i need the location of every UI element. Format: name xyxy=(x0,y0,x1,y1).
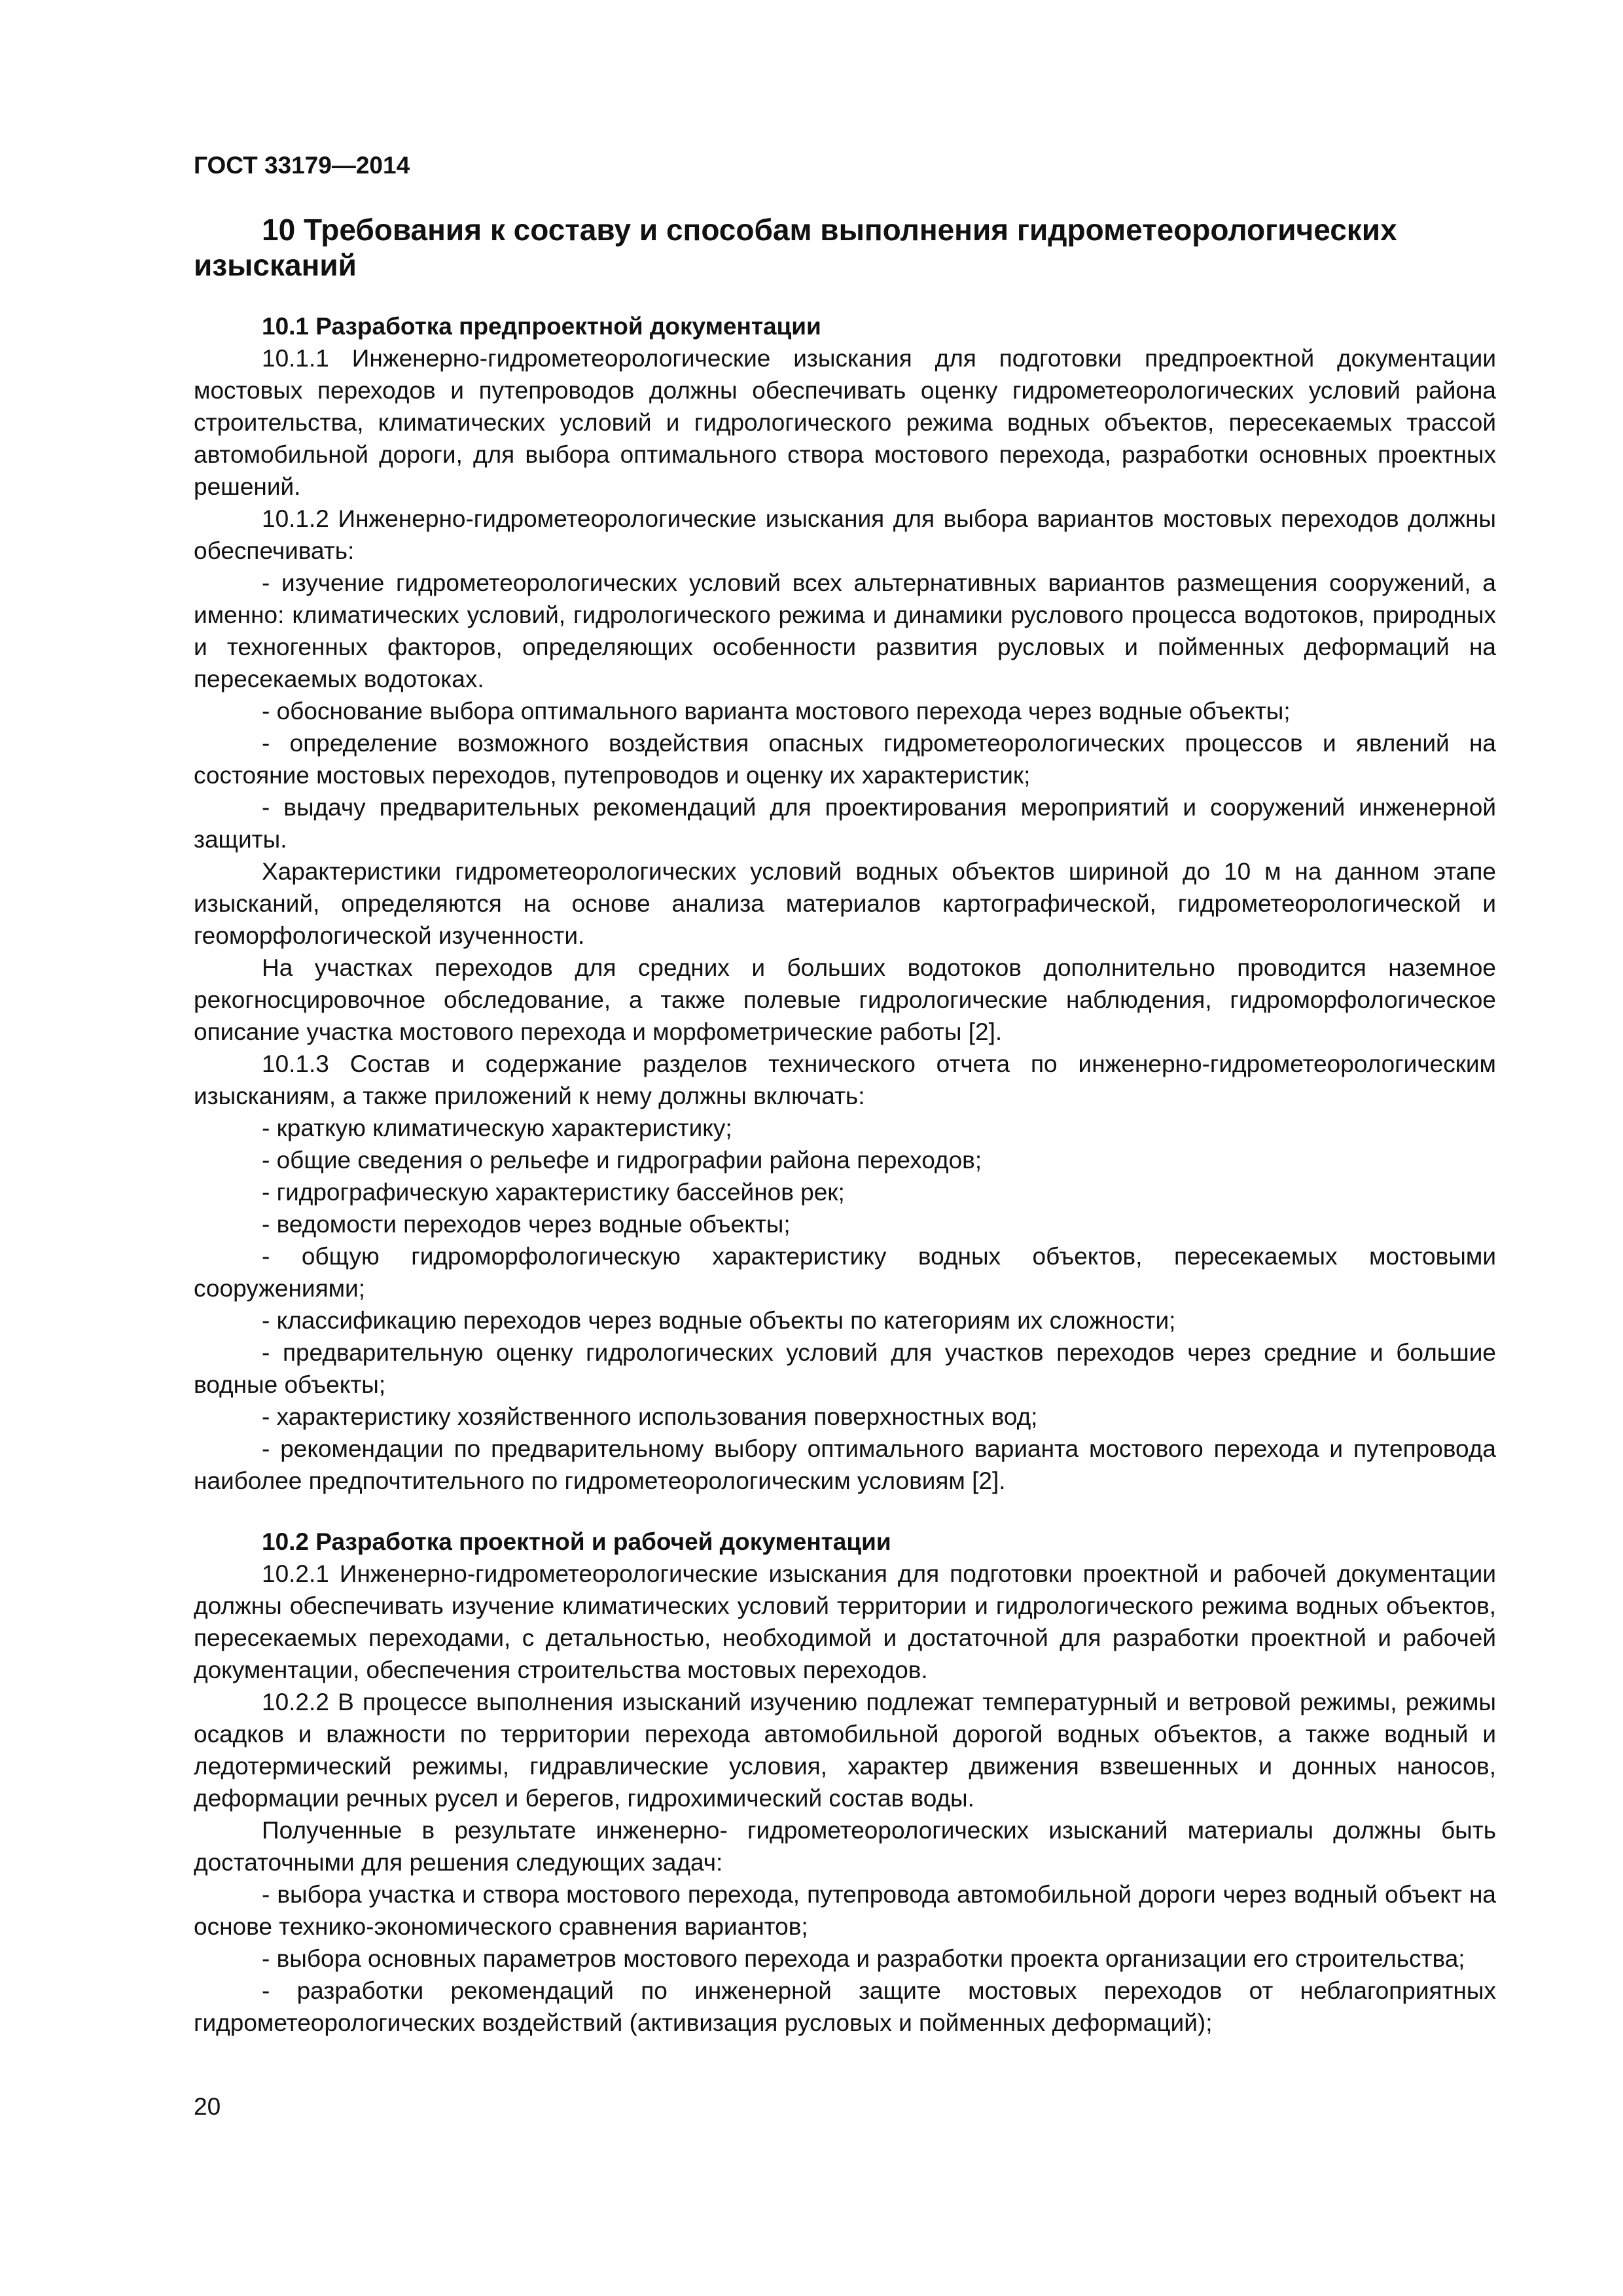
list-item: - краткую климатическую характеристику; xyxy=(262,1115,732,1141)
paragraph: 10.1.3 Состав и содержание разделов технического отчета по инженерно-гидрометеорологическим изысканиям, а также приложений к нему должны включать: xyxy=(194,1050,1496,1109)
subsection-title-10-2: 10.2 Разработка проектной и рабочей документации xyxy=(262,1528,891,1555)
list-item: - ведомости переходов через водные объекты; xyxy=(262,1211,791,1238)
list-item: - общую гидроморфологическую характеристику водных объектов, пересекаемых мостовыми сооружениями; xyxy=(194,1243,1496,1302)
list-item: - выбора участка и створа мостового перехода, путепровода автомобильной дороги через водный объект на основе технико-экономического сравнения вариантов; xyxy=(194,1881,1496,1940)
paragraph: 10.2.2 В процессе выполнения изысканий изучению подлежат температурный и ветровой режимы, режимы осадков и влажности по территории перехода автомобильной дорогой водных объектов, а также водный и ледотермический режимы, гидравлические условия, характер движения взвешенных и донных наносов, деформации речных русел и берегов, гидрохимический состав воды. xyxy=(194,1689,1496,1812)
list-item: - разработки рекомендаций по инженерной защите мостовых переходов от неблагоприятных гидрометеорологических воздействий (активизация русловых и пойменных деформаций); xyxy=(194,1977,1496,2036)
paragraph: Полученные в результате инженерно- гидрометеорологических изысканий материалы должны быть достаточными для решения следующих задач: xyxy=(194,1817,1496,1876)
list-item: - изучение гидрометеорологических условий всех альтернативных вариантов размещения сооружений, а именно: климатических условий, гидрологического режима и динамики руслового процесса водотоков, природных и техногенных факторов, определяющих особенности развития русловых и пойменных деформаций на пересекаемых водотоках. xyxy=(194,569,1496,692)
list-item: - выдачу предварительных рекомендаций для проектирования мероприятий и сооружений инженерной защиты. xyxy=(194,794,1496,853)
document-page xyxy=(194,151,1496,2039)
list-item: - обоснование выбора оптимального варианта мостового перехода через водные объекты; xyxy=(262,698,1291,725)
list-item: - гидрографическую характеристику бассейнов рек; xyxy=(262,1179,845,1206)
paragraph: На участках переходов для средних и больших водотоков дополнительно проводится наземное рекогносцировочное обследование, а также полевые гидрологические наблюдения, гидроморфологическое описание участка мостового перехода и морфометрические работы [2]. xyxy=(194,954,1496,1045)
list-item: - рекомендации по предварительному выбору оптимального варианта мостового перехода и путепровода наиболее предпочтительного по гидрометеорологическим условиям [2]. xyxy=(194,1435,1496,1494)
list-item: - классификацию переходов через водные объекты по категориям их сложности; xyxy=(262,1307,1176,1334)
page-number: 20 xyxy=(194,2093,221,2120)
document-code: ГОСТ 33179—2014 xyxy=(194,152,410,179)
list-item: - общие сведения о рельефе и гидрографии района переходов; xyxy=(262,1147,982,1174)
paragraph: 10.2.1 Инженерно-гидрометеорологические изыскания для подготовки проектной и рабочей документации должны обеспечивать изучение климатических условий территории и гидрологического режима водных объектов, пересекаемых переходами, с детальностью, необходимой и достаточной для разработки проектной и рабочей документации, обеспечения строительства мостовых переходов. xyxy=(194,1560,1496,1683)
list-item: - характеристику хозяйственного использования поверхностных вод; xyxy=(262,1403,1038,1430)
paragraph: 10.1.1 Инженерно-гидрометеорологические изыскания для подготовки предпроектной документации мостовых переходов и путепроводов должны обеспечивать оценку гидрометеорологических условий района строительства, климатических условий и гидрологического режима водных объектов, пересекаемых трассой автомобильной дороги, для выбора оптимального створа мостового перехода, разработки основных проектных решений. xyxy=(194,345,1496,500)
section-title: 10 Требования к составу и способам выполнения гидрометеорологических изысканий xyxy=(194,213,1397,282)
paragraph: 10.1.2 Инженерно-гидрометеорологические изыскания для выбора вариантов мостовых переходов должны обеспечивать: xyxy=(194,505,1496,564)
list-item: - определение возможного воздействия опасных гидрометеорологических процессов и явлений на состояние мостовых переходов, путепроводов и оценку их характеристик; xyxy=(194,730,1496,789)
section-spacer xyxy=(194,1497,1496,1526)
list-item: - выбора основных параметров мостового перехода и разработки проекта организации его строительства; xyxy=(262,1945,1465,1972)
paragraph: Характеристики гидрометеорологических условий водных объектов шириной до 10 м на данном этапе изысканий, определяются на основе анализа материалов картографической, гидрометеорологической и геоморфологической изученности. xyxy=(194,858,1496,949)
subsection-title-10-1: 10.1 Разработка предпроектной документации xyxy=(262,313,821,340)
list-item: - предварительную оценку гидрологических условий для участков переходов через средние и большие водные объекты; xyxy=(194,1339,1496,1398)
